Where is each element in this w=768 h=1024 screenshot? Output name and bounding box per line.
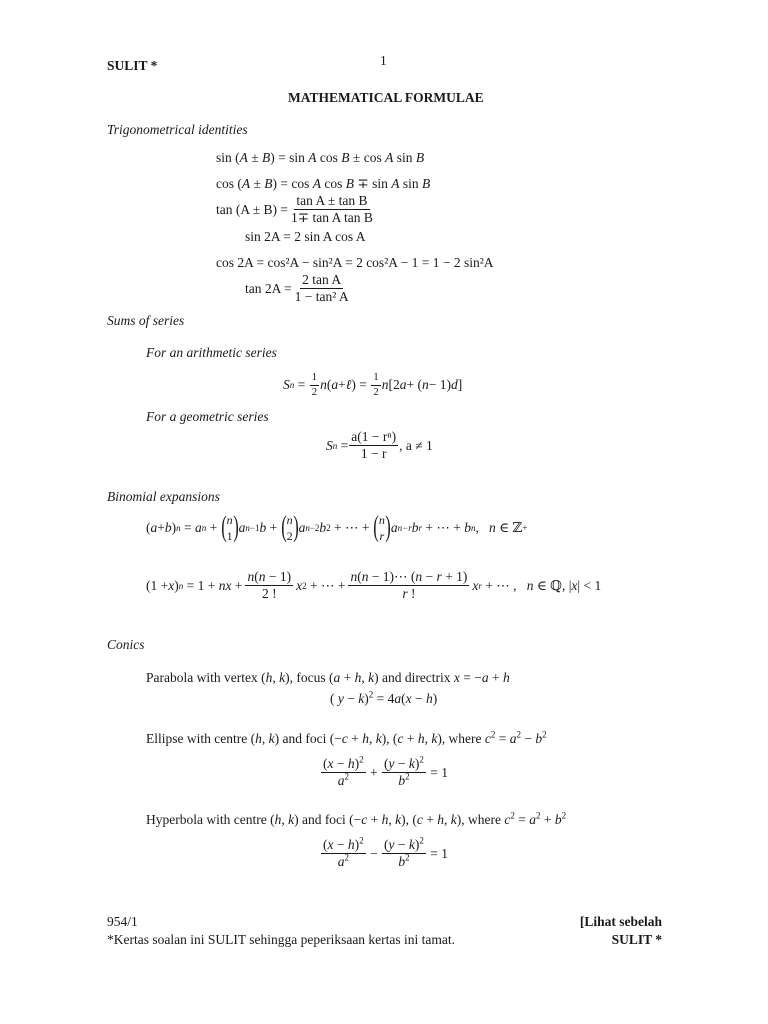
geo-series-condition: , a ≠ 1 <box>399 437 433 453</box>
arith-series-formula: S n = $\frac{1}{2}$ n ( a + ℓ ) = $\frac{1}{2}$ n [2 a + ( n − 1) d ] <box>283 371 463 398</box>
geo-series-formula: S n = $\frac{\text{a(1 − rⁿ)}}{1 - r}$ , a ≠ 1 <box>326 429 433 462</box>
series-heading: Sums of series <box>107 313 185 328</box>
paper-code: 954/1 <box>107 914 138 929</box>
tan-sum-numerator: tan A ± tan B <box>294 194 369 210</box>
geo-series-numerator: a(1 − rⁿ) <box>349 430 398 446</box>
hyperbola-equation: $\frac{(x - h)^2}{a^2}$ − $\frac{(y - k)^2}{b^2}$ = 1 <box>323 835 448 870</box>
conics-heading: Conics <box>107 637 145 652</box>
cos-sum-formula: cos (A ± B) = cos A cos B ∓ sin A sin B <box>216 176 431 191</box>
arith-series-label: For an arithmetic series <box>146 345 277 360</box>
geo-series-denominator: 1 − r <box>360 446 387 462</box>
turn-over-note: [Lihat sebelah <box>579 914 662 929</box>
page-number: 1 <box>380 53 387 68</box>
tan-double-fraction <box>293 273 351 304</box>
cos-double-formula: cos 2A = cos²A − sin²A = 2 cos²A − 1 = 1 − 2 sin²A <box>216 255 494 270</box>
tan-double-denominator: 1 − tan² A <box>294 289 349 305</box>
sin-sum-formula: sin (A ± B) = sin A cos B ± cos A sin B <box>216 150 425 165</box>
tan-sum-lhs: tan (A ± B) = <box>216 201 289 217</box>
geo-series-fraction <box>349 430 398 461</box>
binomial-expansion-integer: ( a + b ) n = a n + ( n 1 ) a n−1 b + ( n 2 ) a n−2 b 2 + ⋯ + ( n r ) a n−r b r + ⋯ + b n , n ∈ ℤ + <box>146 510 528 544</box>
tan-double-numerator: 2 tan A <box>300 273 343 289</box>
sin-double-formula: sin 2A = 2 sin A cos A <box>245 229 366 244</box>
tan-double-lhs: tan 2A = <box>245 280 292 296</box>
footer-classification: SULIT * <box>611 932 662 947</box>
header-classification: SULIT * <box>107 58 158 73</box>
binomial-expansion-rational: (1 + x ) n = 1 + nx + $\frac{n(n - 1)}{2 !}$ x 2 + ⋯ + $\frac{n(n - 1)\cdots (n - r + 1)}{r !}$ x r + ⋯ , n ∈ ℚ, | x | < 1 <box>146 569 602 602</box>
geo-series-label: For a geometric series <box>146 409 269 424</box>
binomial-heading: Binomial expansions <box>107 489 220 504</box>
tan-double-formula <box>245 273 352 304</box>
parabola-description: Parabola with vertex (h, k), focus (a + h, k) and directrix x = −a + h <box>146 670 510 685</box>
tan-sum-formula <box>216 194 376 225</box>
confidentiality-note: *Kertas soalan ini SULIT sehingga peperiksaan kertas ini tamat. <box>107 932 456 947</box>
tan-sum-fraction <box>289 194 375 225</box>
page-title: MATHEMATICAL FORMULAE <box>288 90 484 105</box>
hyperbola-description: Hyperbola with centre (h, k) and foci (−c + h, k), (c + h, k), where $c^2 = a^2 + b^2$ <box>146 810 567 827</box>
tan-sum-denominator: 1∓ tan A tan B <box>291 210 373 226</box>
parabola-equation: ( y − k)$^2$ = 4a(x − h) <box>330 689 438 706</box>
ellipse-equation: $\frac{(x - h)^2}{a^2}$ + $\frac{(y - k)^2}{b^2}$ = 1 <box>323 754 448 789</box>
trig-heading: Trigonometrical identities <box>107 122 248 137</box>
ellipse-description: Ellipse with centre (h, k) and foci (−c + h, k), (c + h, k), where $c^2 = a^2 - b^2$ <box>146 729 547 746</box>
